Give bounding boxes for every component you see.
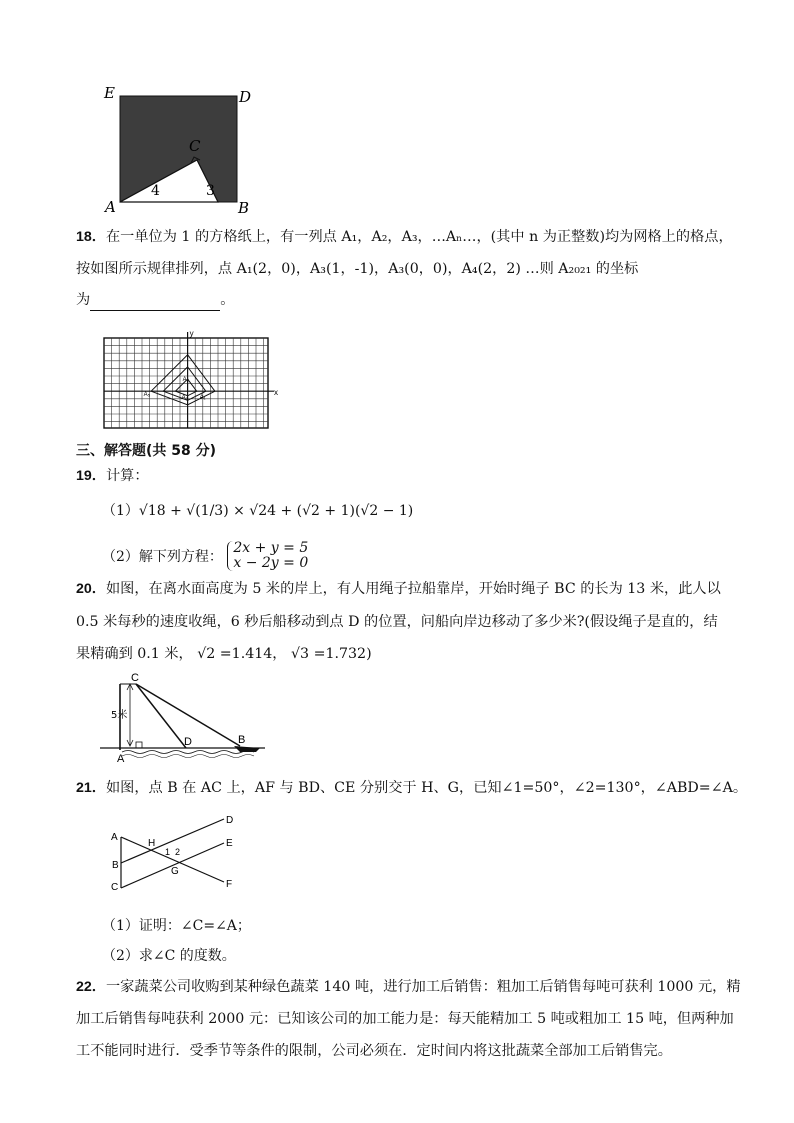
question-number: 20．	[76, 581, 106, 597]
question-number: 21．	[76, 780, 106, 796]
question-20-line-2: 0.5 米每秒的速度收绳，6 秒后船移动到点 D 的位置，问船向岸边移动了多少米?(假设绳子是直的，结	[76, 614, 718, 630]
part-label: （1）	[102, 503, 139, 519]
label-x: x	[274, 388, 278, 398]
label-a: A	[117, 753, 125, 765]
label-d: D	[226, 815, 234, 826]
figure-intersecting-lines	[105, 810, 245, 894]
question-19	[76, 465, 149, 487]
equation-2: x − 2y = 0	[233, 555, 309, 571]
section-title: 三、解答题(共 58 分)	[76, 443, 217, 459]
figure-rectangle-triangle	[100, 84, 260, 219]
figure-grid-points	[100, 328, 280, 432]
label-c: C	[189, 137, 201, 155]
label-b: B	[112, 860, 119, 871]
question-text: 在一单位为 1 的方格纸上，有一列点 A₁，A₂，A₃，…Aₙ…，(其中 n 为正整数)均为网格上的格点，	[105, 229, 733, 245]
label-g: G	[171, 866, 179, 877]
question-number: 19．	[76, 468, 106, 484]
question-text: 如图，点 B 在 AC 上，AF 与 BD、CE 分别交于 H、G，已知∠1=50°，∠2=130°，∠ABD=∠A。	[105, 780, 748, 796]
part-label: （2）解下列方程：	[102, 549, 223, 565]
question-number: 22．	[76, 979, 106, 995]
answer-prefix: 为	[76, 292, 91, 308]
label-a5: A₅	[143, 392, 151, 399]
label-a1: A₁	[199, 395, 206, 402]
question-number: 18．	[76, 229, 106, 245]
label-height: 5米	[111, 710, 128, 721]
math-expression: √18 + √(1/3) × √24 + (√2 + 1)(√2 − 1)	[138, 503, 414, 519]
question-21-line-1	[76, 777, 747, 799]
label-a3: A₃	[181, 395, 189, 402]
label-angle-2: 2	[175, 847, 181, 857]
question-18-line-2: 按如图所示规律排列，点 A₁(2，0)，A₃(1，-1)，A₃(0，0)，A₄(2，2) …则 A₂₀₂₁ 的坐标	[76, 261, 639, 277]
question-18-line-1	[76, 226, 733, 248]
question-text: 计算：	[105, 468, 149, 484]
label-c: C	[111, 882, 119, 893]
label-side-cb: 3	[206, 183, 215, 199]
question-19-part-2	[102, 541, 308, 571]
question-21-part-2: （2）求∠C 的度数。	[102, 948, 236, 964]
question-20-line-3: 果精确到 0.1 米， √2 =1.414， √3 =1.732)	[76, 646, 372, 662]
answer-suffix: 。	[220, 292, 235, 308]
figure-boat-rope	[100, 670, 270, 764]
label-e: E	[104, 84, 115, 102]
question-22-line-3: 工不能同时进行．受季节等条件的限制，公司必须在．定时间内将这批蔬菜全部加工后销售完。	[76, 1043, 672, 1059]
label-side-ac: 4	[151, 183, 160, 199]
question-22-line-2: 加工后销售每吨获利 2000 元：已知该公司的加工能力是：每天能精加工 5 吨或粗加工 15 吨，但两种加	[76, 1011, 734, 1027]
label-e: E	[226, 838, 233, 849]
label-c: C	[131, 672, 139, 684]
label-f: F	[226, 879, 233, 890]
question-21-part-1: （1）证明：∠C=∠A；	[102, 918, 251, 934]
question-18-line-3	[76, 289, 234, 311]
question-text: 如图，在离水面高度为 5 米的岸上，有人用绳子拉船靠岸，开始时绳子 BC 的长为 13 米，此人以	[105, 581, 721, 597]
label-a2: A₂	[182, 377, 189, 384]
label-a: A	[111, 832, 118, 843]
label-h: H	[148, 838, 156, 849]
label-b: B	[238, 734, 246, 746]
question-20-line-1	[76, 578, 721, 600]
label-angle-1: 1	[165, 847, 171, 857]
question-22-line-1	[76, 976, 741, 998]
question-text: 一家蔬菜公司收购到某种绿色蔬菜 140 吨，进行加工后销售：粗加工后销售每吨可获利 1000 元，精	[105, 979, 741, 995]
question-19-part-1	[102, 500, 413, 520]
answer-blank[interactable]	[90, 296, 220, 311]
label-b: B	[238, 199, 250, 217]
equation-system	[227, 541, 308, 571]
label-a: A	[105, 198, 116, 216]
equation-1: 2x + y = 5	[233, 540, 309, 556]
label-d: D	[239, 88, 252, 106]
label-d: D	[184, 736, 192, 748]
label-y: y	[189, 329, 194, 338]
